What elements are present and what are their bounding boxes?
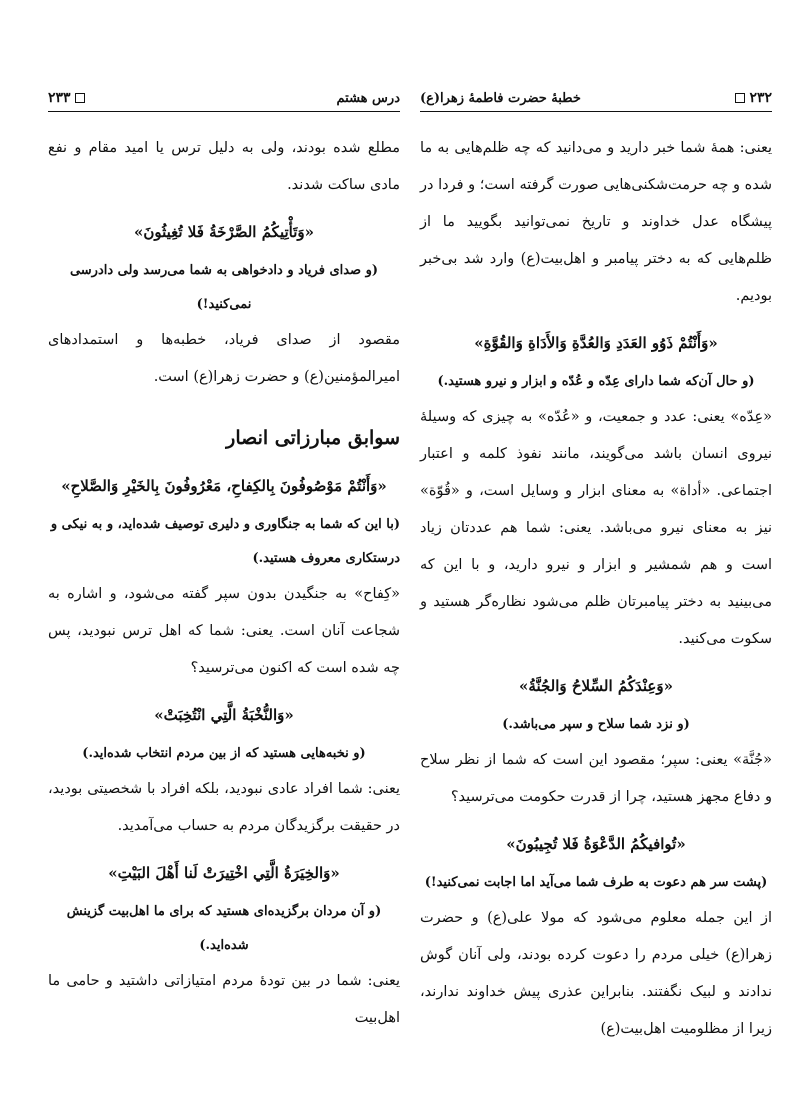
arabic-verse: «وَتَأْتِيكُمُ الصَّرْخَةُ فَلا تُغِيثُونَ»: [133, 223, 315, 241]
right-page-body: [420, 130, 772, 1048]
header-rule: [48, 111, 400, 112]
paragraph: مطلع شده بودند، ولی به دلیل ترس یا امید مقام و نفع مادی ساکت شدند.: [48, 140, 400, 193]
left-page-body: [48, 130, 400, 1037]
verse-translation: (و حال آن‌که شما دارای عِدّه و عُدّه و ابزار و نیرو هستید.): [437, 374, 755, 389]
running-title: خطبهٔ حضرت فاطمهٔ زهرا(ع): [420, 91, 581, 106]
verse-translation: (و صدای فریاد و دادخواهی به شما می‌رسد ولی دادرسی نمی‌کنید!): [69, 263, 379, 312]
section-title: سوابق مبارزاتی انصار: [226, 427, 400, 449]
verse-translation: (و نزد شما سلاح و سپر می‌باشد.): [502, 717, 690, 732]
arabic-verse: «وَالنُّخْبَةُ الَّتِي انْتُخِبَتْ»: [154, 706, 294, 724]
header-rule: [420, 111, 772, 112]
paragraph: یعنی: شما در بین تودهٔ مردم امتیازاتی داشتید و حامی ما اهل‌بیت: [48, 973, 400, 1026]
verse-translation: (و آن مردان برگزیده‌ای هستید که برای ما اهل‌بیت گزینش شده‌اید.): [66, 904, 382, 953]
right-page-header: [420, 84, 772, 106]
running-title: درس هشتم: [336, 91, 400, 106]
right-page: [420, 0, 772, 1100]
verse-translation: (پشت سر هم دعوت به طرف شما می‌آید اما اجابت نمی‌کنید!): [424, 875, 768, 890]
arabic-verse: «وَأَنْتُمْ مَوْصُوفُونَ بِالكِفاحِ، مَعْرُوفُونَ بِالخَيْرِ وَالصَّلاحِ»: [61, 477, 387, 495]
square-icon: [735, 93, 745, 103]
paragraph: از این جمله معلوم می‌شود که مولا علی(ع) و حضرت زهرا(ع) خیلی مردم را دعوت کرده بودند، ولی آنان گوش ندادند و لبیک نگفتند. بنابراین عذری پیش خداوند ندارند، زیرا از مظلومیت اهل‌بیت(ع): [420, 910, 772, 1037]
paragraph: یعنی: شما افراد عادی نبودید، بلکه افراد با شخصیتی بودید، در حقیقت برگزیدگان مردم به حساب می‌آمدید.: [48, 781, 400, 834]
verse-translation: (و نخبه‌هایی هستید که از بین مردم انتخاب شده‌اید.): [82, 746, 366, 761]
paragraph: مقصود از صدای فریاد، خطبه‌ها و استمدادهای امیرالمؤمنین(ع) و حضرت زهرا(ع) است.: [48, 332, 400, 385]
page-number-233: ۲۳۳: [48, 90, 85, 106]
paragraph: یعنی: همهٔ شما خبر دارید و می‌دانید که چه ظلم‌هایی به ما شده و چه حرمت‌شکنی‌هایی صورت گرفته است؛ و فردا در پیشگاه عدل خداوند و تاریخ نمی‌توانید بگویید ما از ظلم‌هایی که به دختر پیامبر و اهل‌بیت(ع) وارد شد بی‌خبر بودیم.: [420, 140, 772, 304]
paragraph: «عِدّه» یعنی: عدد و جمعیت، و «عُدّه» به چیزی که وسیلهٔ نیروی انسان باشد می‌گویند، مانند نفوذ کلمه و اعتبار اجتماعی. «أداة» به معنای ابزار و وسایل است، و «قُوّة» نیز به معنای نیرو می‌باشد. یعنی: شما هم عددتان زیاد است و هم شمشیر و ابزار و نیرو دارید، و با این که می‌بینید به دختر پیامبرتان ظلم می‌شود نظاره‌گر هستید و سکوت می‌کنید.: [420, 409, 772, 647]
arabic-verse: «وَعِنْدَكُمُ السِّلاحُ وَالجُنَّةُ»: [519, 677, 673, 695]
left-page-header: [48, 84, 400, 106]
paragraph: «جُنَّة» یعنی: سپر؛ مقصود این است که شما از نظر سلاح و دفاع مجهز هستید، چرا از قدرت حکومت می‌ترسید؟: [420, 752, 772, 805]
square-icon: [75, 93, 85, 103]
arabic-verse: «وَأَنْتُمْ ذَوُو العَدَدِ وَالعُدَّةِ وَالأَدَاةِ وَالقُوَّةِ»: [474, 334, 718, 352]
arabic-verse: «وَالخِيَرَةُ الَّتِي اخْتِيرَتْ لَنا أَهْلَ البَيْتِ»: [108, 864, 340, 882]
page-number-232: ۲۳۲: [735, 90, 772, 106]
arabic-verse: «تُوافيكُمُ الدَّعْوَةُ فَلا تُجِيبُونَ»: [506, 835, 686, 853]
left-page: [48, 0, 400, 1100]
verse-translation: (با این که شما به جنگاوری و دلیری توصیف شده‌اید، و به نیکی و درستکاری معروف هستید.): [50, 517, 400, 566]
paragraph: «کِفاح» به جنگیدن بدون سپر گفته می‌شود، و اشاره به شجاعت آنان است. یعنی: شما که اهل ترس نبودید، پس چه شده است که اکنون می‌ترسید؟: [48, 586, 400, 676]
